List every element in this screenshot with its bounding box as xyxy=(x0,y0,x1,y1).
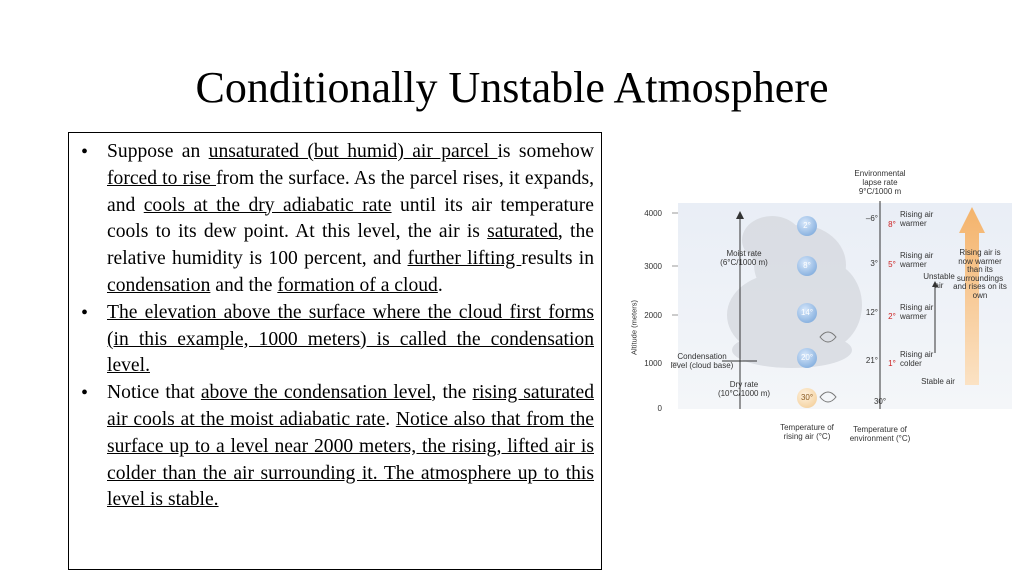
y-tick-label: 1000 xyxy=(644,359,662,368)
text-run: is somehow xyxy=(497,141,595,162)
env-lapse-label: Environmental lapse rate 9°C/1000 m xyxy=(854,169,906,196)
underlined-text: unsaturated (but humid) air parcel xyxy=(208,141,498,162)
parcel-temp: 30° xyxy=(797,388,817,408)
y-tick-label: 0 xyxy=(657,404,662,413)
bullet-marker: • xyxy=(81,141,89,163)
text-run: Suppose an xyxy=(107,141,209,162)
bullet-text xyxy=(107,139,594,300)
text-run: . xyxy=(385,408,396,430)
text-run: , the relative humidity is 100 percent, and xyxy=(107,221,594,270)
env-temp: –6° xyxy=(865,214,878,223)
temp-difference: 1° xyxy=(888,359,896,368)
temp-difference: 2° xyxy=(888,312,896,321)
underlined-text: Notice also that from the surface up to a level near 2000 meters, the rising, lifted air is colder than the air surrounding it. The atmosphere up to this level is stable. xyxy=(107,408,594,511)
underlined-text: cools at the dry adiabatic rate xyxy=(143,194,392,216)
bullet-textbox xyxy=(68,132,602,570)
lapse-rate-figure xyxy=(629,165,1012,465)
text-run: results in xyxy=(521,248,594,270)
parcel-temp: 8° xyxy=(797,256,817,276)
bullet-1 xyxy=(75,139,594,300)
bullet-3 xyxy=(75,380,594,514)
bullet-2 xyxy=(75,300,594,380)
rising-air-label: Rising air warmer xyxy=(900,251,934,269)
bullet-text xyxy=(107,300,594,380)
underlined-text: condensation xyxy=(107,274,211,296)
underlined-text: formation of a cloud xyxy=(277,274,438,296)
temp-env-label: Temperature of environment (°C) xyxy=(849,425,911,443)
now-warmer-label: Rising air is now warmer than its surroundings and rises on its own xyxy=(953,248,1007,300)
underlined-text: rising saturated air cools at the moist adiabatic rate xyxy=(107,382,594,430)
parcel-temp: 2° xyxy=(797,216,817,236)
text-run: . xyxy=(437,274,443,296)
moist-rate-label: Moist rate (6°C/1000 m) xyxy=(720,249,768,267)
text-run: Notice that xyxy=(107,382,201,404)
underlined-text: The elevation above the surface where the cloud first forms (in this example, 1000 meters) is called the condensation level. xyxy=(107,301,594,377)
bullet-marker: • xyxy=(81,382,89,405)
env-temp: 21° xyxy=(865,356,878,365)
temp-rising-label: Temperature of rising air (°C) xyxy=(780,423,834,441)
stable-air-label: Stable air xyxy=(921,377,955,386)
rising-air-label: Rising air colder xyxy=(900,350,934,368)
underlined-text: saturated xyxy=(487,221,558,243)
underlined-text: above the condensation level xyxy=(200,382,432,404)
condensation-label: Condensation level (cloud base) xyxy=(670,352,734,370)
text-run: from the surface. As the parcel rises, it expands, and xyxy=(107,167,595,216)
y-tick-label: 2000 xyxy=(644,311,662,320)
temp-difference: 5° xyxy=(888,260,896,269)
y-tick-label: 3000 xyxy=(644,262,662,271)
text-run: until its air temperature cools to its dew point. At this level, the air is xyxy=(107,194,594,243)
y-tick-label: 4000 xyxy=(644,209,662,218)
rising-air-label: Rising air warmer xyxy=(900,210,934,228)
env-temp: 12° xyxy=(865,308,878,317)
figure-graphics xyxy=(629,165,1012,465)
underlined-text: further lifting xyxy=(407,248,522,270)
rising-air-label: Rising air warmer xyxy=(900,303,934,321)
slide-title: Conditionally Unstable Atmosphere xyxy=(195,63,829,112)
env-temp: 3° xyxy=(870,259,878,268)
underlined-text: forced to rise xyxy=(107,167,217,189)
text-run: and the xyxy=(210,274,278,296)
y-axis-label: Altitude (meters) xyxy=(629,299,639,356)
temp-difference: 8° xyxy=(888,220,896,229)
text-run: , the xyxy=(431,382,473,404)
unstable-air-label: Unstable air xyxy=(923,272,955,290)
env-temp: 30° xyxy=(873,397,887,406)
dry-rate-label: Dry rate (10°C/1000 m) xyxy=(717,380,771,398)
bullet-text xyxy=(107,380,594,514)
bullet-marker: • xyxy=(81,301,89,324)
parcel-temp: 14° xyxy=(797,303,817,323)
parcel-temp: 20° xyxy=(797,348,817,368)
